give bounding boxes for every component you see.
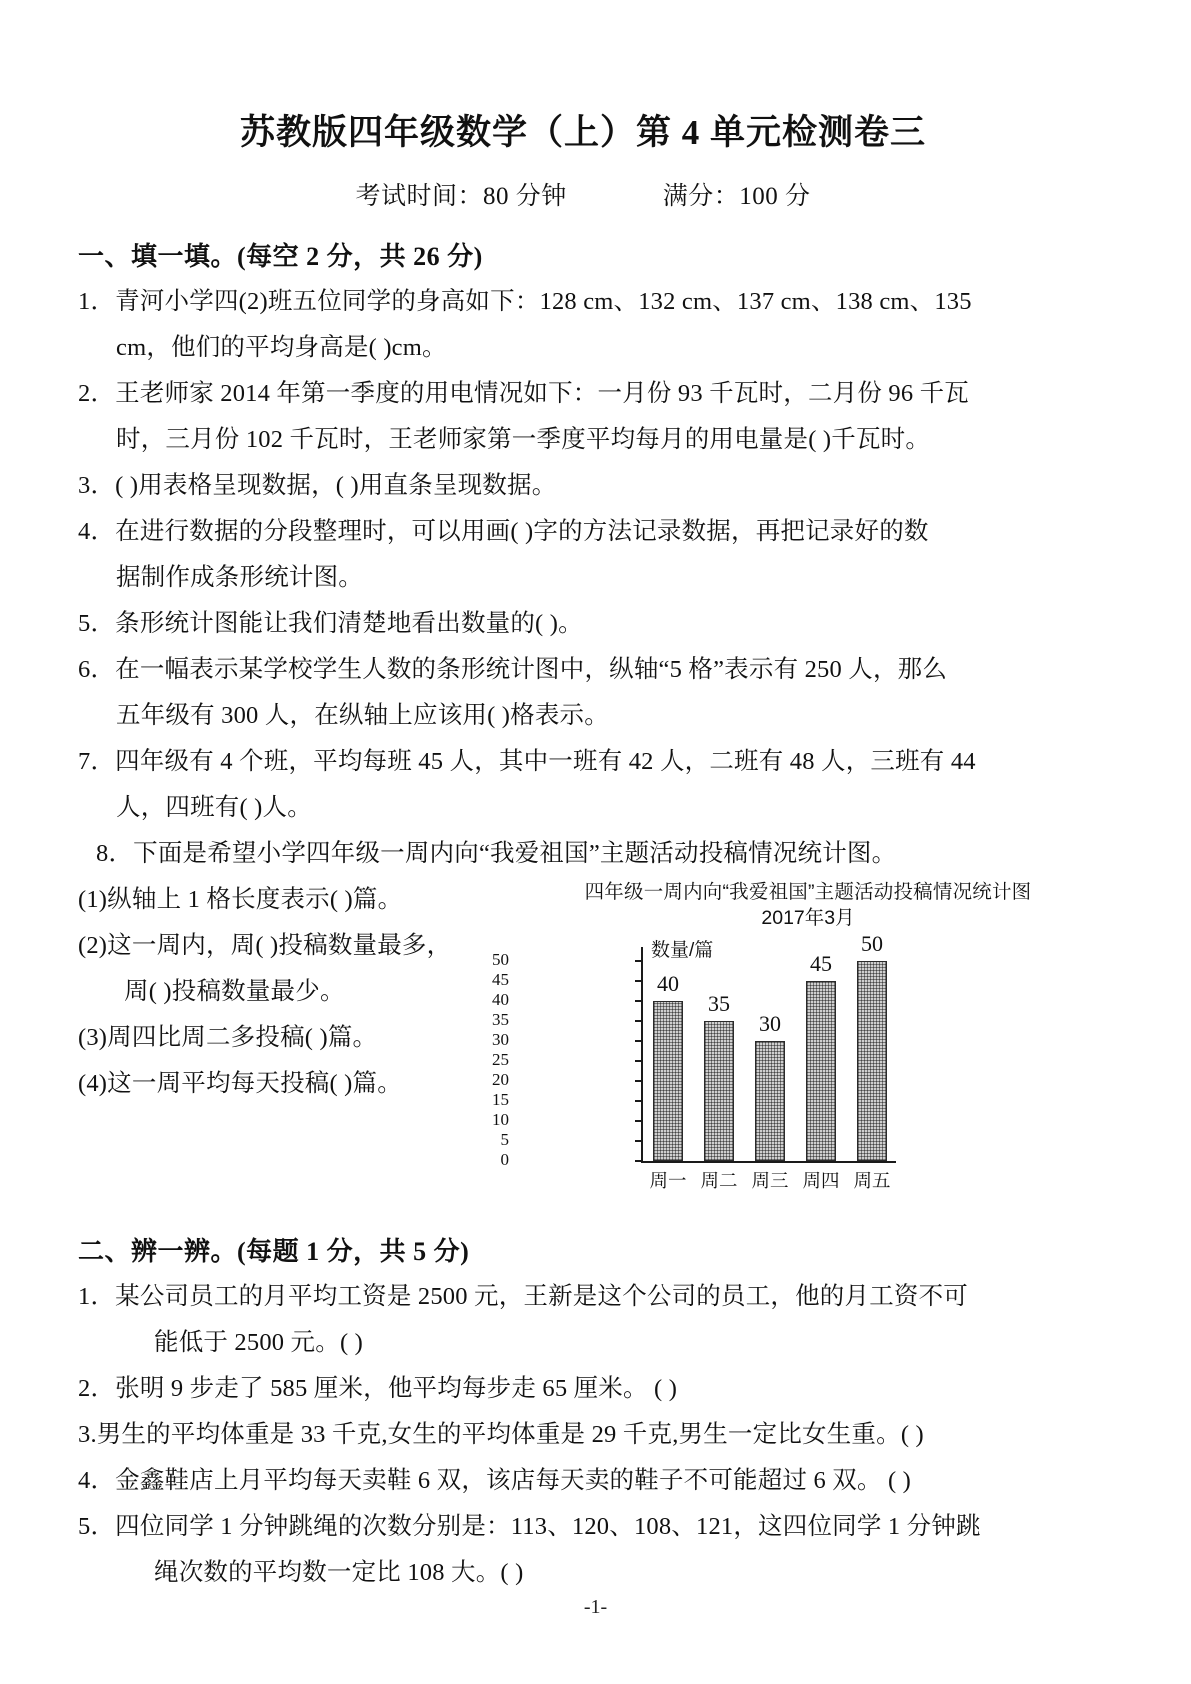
- question-8-sub-4-text: 这一周平均每天投稿( )篇。: [107, 1070, 402, 1097]
- question-3-number: 3．: [78, 472, 116, 499]
- question-3: [78, 463, 1088, 509]
- page-number: -1-: [583, 1596, 608, 1618]
- page-content: [78, 0, 1088, 1596]
- question-7-number: 7．: [78, 748, 116, 775]
- question-1-line1: 青河小学四(2)班五位同学的身高如下：128 cm、132 cm、137 cm、138 cm、135: [115, 288, 972, 315]
- question-3-line1: ( )用表格呈现数据，( )用直条呈现数据。: [115, 472, 557, 499]
- chart-x-tick-label: 周四: [802, 1170, 840, 1191]
- page-title: 苏教版四年级数学（上）第 4 单元检测卷三: [239, 113, 926, 152]
- question-6: [78, 647, 1088, 693]
- section2-question-5-line1: 四位同学 1 分钟跳绳的次数分别是：113、120、108、121，这四位同学 1 分钟跳: [115, 1513, 981, 1540]
- question-7-cont: [78, 785, 1088, 831]
- question-8-sub-3: [78, 1010, 548, 1061]
- question-8-sub-3-text: 周四比周二多投稿( )篇。: [107, 1024, 378, 1051]
- chart-y-tick-label: 5: [500, 1130, 509, 1149]
- question-1-number: 1．: [78, 288, 116, 315]
- question-2-cont: [78, 417, 1088, 463]
- chart-subtitle: 2017年3月: [761, 907, 855, 929]
- chart-y-tick-label: 50: [492, 950, 509, 969]
- chart-y-tick-label: 20: [492, 1070, 509, 1089]
- section2-question-5-number: 5．: [78, 1513, 116, 1540]
- question-8-sub-4-label: (4): [78, 1070, 108, 1097]
- section-heading-2: 二、辨一辨。(每题 1 分，共 5 分): [78, 1237, 470, 1266]
- question-8-sub-2-cont: [78, 969, 548, 1015]
- chart-bar-value-label: 30: [759, 1011, 781, 1036]
- chart-y-tick-label: 10: [492, 1110, 509, 1129]
- chart-bar-value-label: 40: [657, 971, 679, 996]
- question-6-line1: 在一幅表示某学校学生人数的条形统计图中，纵轴“5 格”表示有 250 人，那么: [115, 656, 948, 683]
- chart-bar: [857, 961, 887, 1161]
- question-7-line2: 人，四班有( )人。: [116, 794, 312, 821]
- question-7-line1: 四年级有 4 个班，平均每班 45 人，其中一班有 42 人，二班有 48 人，三班有 44: [115, 748, 976, 775]
- chart-x-tick-label: 周五: [853, 1170, 891, 1191]
- chart-y-tick-label: 45: [492, 970, 509, 989]
- section2-question-3-number: 3.: [78, 1421, 97, 1448]
- section2-question-1-cont: [78, 1320, 1088, 1366]
- question-2-line1: 王老师家 2014 年第一季度的用电情况如下：一月份 93 千瓦时，二月份 96 千瓦: [115, 380, 970, 407]
- question-8-sub-2-label: (2): [78, 932, 108, 959]
- chart-y-tick-label: 30: [492, 1030, 509, 1049]
- question-1-line2: cm，他们的平均身高是( )cm。: [116, 334, 447, 361]
- question-8-sub-2-text: 这一周内，周( )投稿数量最多，: [107, 932, 452, 959]
- chart-bar: [704, 1021, 734, 1161]
- question-5: [78, 601, 1088, 647]
- section2-question-4-line1: 金鑫鞋店上月平均每天卖鞋 6 双，该店每天卖的鞋子不可能超过 6 双。 ( ): [115, 1467, 912, 1494]
- chart-bar-value-label: 45: [810, 951, 832, 976]
- exam-time-label: 考试时间：80 分钟: [355, 183, 567, 210]
- chart-y-tick-label: 25: [492, 1050, 509, 1069]
- question-4-line2: 据制作成条形统计图。: [116, 564, 363, 591]
- question-4-cont: [78, 555, 1088, 601]
- exam-meta: [78, 176, 1088, 212]
- section2-question-2-number: 2．: [78, 1375, 116, 1402]
- question-8-sub-3-label: (3): [78, 1024, 108, 1051]
- section2-question-1: [78, 1274, 1088, 1320]
- chart-y-tick-label: 0: [500, 1150, 509, 1169]
- total-score-label: 满分：100 分: [662, 183, 811, 210]
- chart-bar-value-label: 50: [861, 931, 883, 956]
- chart-x-tick-label: 周三: [751, 1170, 789, 1191]
- chart-y-axis-unit-label: 数量/篇: [651, 940, 714, 961]
- chart-y-tick: [635, 1040, 643, 1042]
- question-8-subquestions: [78, 877, 548, 1107]
- question-8: [78, 831, 1088, 877]
- section2-question-5: [78, 1504, 1088, 1550]
- chart-y-tick: [635, 1060, 643, 1062]
- question-2-line2: 时，三月份 102 千瓦时，王老师家第一季度平均每月的用电量是( )千瓦时。: [116, 426, 931, 453]
- chart-y-tick: [635, 980, 643, 982]
- question-5-line1: 条形统计图能让我们清楚地看出数量的( )。: [115, 610, 583, 637]
- question-8-sub-2-line2: 周( )投稿数量最少。: [124, 978, 345, 1005]
- chart-y-tick: [635, 960, 643, 962]
- question-4-number: 4．: [78, 518, 116, 545]
- section2-question-5-cont: [78, 1550, 1088, 1596]
- section2-question-4: [78, 1458, 1088, 1504]
- chart-canvas: [492, 931, 903, 1191]
- chart-bar: [653, 1001, 683, 1161]
- question-2: [78, 371, 1088, 417]
- question-8-sub-4: [78, 1061, 548, 1107]
- section2-question-1-number: 1．: [78, 1283, 116, 1310]
- submission-bar-chart: [492, 879, 1083, 1191]
- chart-y-tick: [635, 1160, 643, 1162]
- question-6-number: 6．: [78, 656, 116, 683]
- chart-y-tick: [635, 1080, 643, 1082]
- chart-y-tick: [635, 1000, 643, 1002]
- chart-plot-area: [492, 931, 1083, 1191]
- chart-title: 四年级一周内向“我爱祖国”主题活动投稿情况统计图: [584, 881, 1032, 903]
- section2-question-1-line1: 某公司员工的月平均工资是 2500 元，王新是这个公司的员工，他的月工资不可: [115, 1283, 969, 1310]
- question-2-number: 2．: [78, 380, 116, 407]
- section-heading-1: 一、填一填。(每空 2 分，共 26 分): [78, 242, 483, 271]
- chart-bar-value-label: 35: [708, 991, 730, 1016]
- chart-x-tick-label: 周二: [700, 1170, 738, 1191]
- chart-x-axis: [641, 1161, 896, 1163]
- section2-question-3: [78, 1412, 1088, 1458]
- chart-y-tick-label: 40: [492, 990, 509, 1009]
- question-8-sub-1-label: (1): [78, 886, 108, 913]
- question-4-line1: 在进行数据的分段整理时，可以用画( )字的方法记录数据，再把记录好的数: [115, 518, 929, 545]
- section2-question-2-line1: 张明 9 步走了 585 厘米，他平均每步走 65 厘米。 ( ): [115, 1375, 678, 1402]
- section2-question-4-number: 4．: [78, 1467, 116, 1494]
- chart-bar: [755, 1041, 785, 1161]
- chart-y-tick-label: 15: [492, 1090, 509, 1109]
- chart-y-tick-label: 35: [492, 1010, 509, 1029]
- section2-question-3-line1: 男生的平均体重是 33 千克,女生的平均体重是 29 千克,男生一定比女生重。( ): [96, 1421, 924, 1448]
- question-8-sub-2: [78, 923, 548, 969]
- chart-y-tick: [635, 1100, 643, 1102]
- question-6-line2: 五年级有 300 人，在纵轴上应该用( )格表示。: [116, 702, 609, 729]
- question-8-number: 8．: [96, 840, 134, 867]
- chart-bar: [806, 981, 836, 1161]
- question-4: [78, 509, 1088, 555]
- question-6-cont: [78, 693, 1088, 739]
- question-8-sub-1: [78, 877, 548, 923]
- section2-question-5-line2: 绳次数的平均数一定比 108 大。( ): [154, 1559, 524, 1586]
- chart-x-tick-label: 周一: [649, 1170, 687, 1191]
- section2-question-2: [78, 1366, 1088, 1412]
- section2-question-1-line2: 能低于 2500 元。( ): [154, 1329, 363, 1356]
- question-1: [78, 279, 1088, 325]
- question-7: [78, 739, 1088, 785]
- question-8-body: [78, 877, 1088, 1207]
- question-5-number: 5．: [78, 610, 116, 637]
- chart-y-tick: [635, 1120, 643, 1122]
- question-8-stem: 下面是希望小学四年级一周内向“我爱祖国”主题活动投稿情况统计图。: [133, 840, 897, 867]
- chart-y-tick: [635, 1020, 643, 1022]
- question-8-sub-1-text: 纵轴上 1 格长度表示( )篇。: [107, 886, 403, 913]
- question-1-cont: [78, 325, 1088, 371]
- chart-y-tick: [635, 1140, 643, 1142]
